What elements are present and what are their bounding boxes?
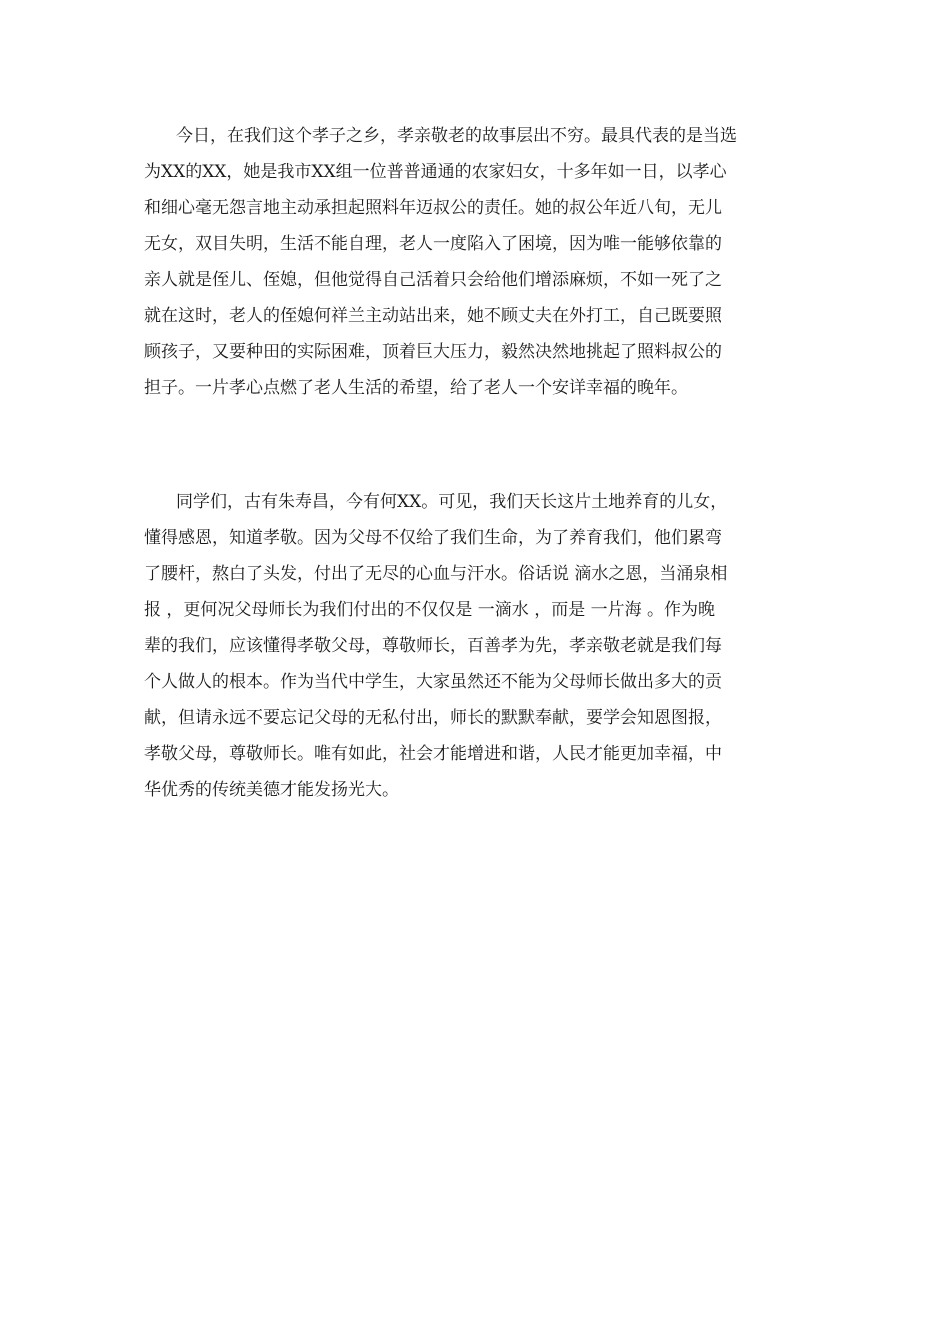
- paragraph-conclusion: [144, 484, 810, 808]
- paragraph-line: 顾孩子，又要种田的实际困难，顶着巨大压力，毅然决然地挑起了照料叔公的: [144, 342, 722, 362]
- paragraph-line: 了腰杆，熬白了头发，付出了无尽的心血与汗水。俗话说 滴水之恩，当涌泉相: [144, 564, 728, 584]
- paragraph-line: 同学们，古有朱寿昌，今有何XX。可见，我们天长这片土地养育的儿女，: [176, 492, 728, 512]
- paragraph-line: 献，但请永远不要忘记父母的无私付出，师长的默默奉献，要学会知恩图报，: [144, 708, 722, 728]
- paragraph-line: 今日，在我们这个孝子之乡，孝亲敬老的故事层出不穷。最具代表的是当选: [176, 126, 737, 146]
- paragraph-line: 孝敬父母，尊敬师长。唯有如此，社会才能增进和谐，人民才能更加幸福，中: [144, 744, 722, 764]
- paragraph-line: 为XX的XX，她是我市XX组一位普普通通的农家妇女，十多年如一日，以孝心: [144, 162, 727, 182]
- paragraph-line: 报 ，更何况父母师长为我们付出的不仅仅是 一滴水 ，而是 一片海 。作为晚: [144, 600, 716, 620]
- paragraph-line: 懂得感恩，知道孝敬。因为父母不仅给了我们生命，为了养育我们，他们累弯: [144, 528, 722, 548]
- paragraph-line: 担子。一片孝心点燃了老人生活的希望，给了老人一个安详幸福的晚年。: [144, 378, 688, 398]
- paragraph-line: 就在这时，老人的侄媳何祥兰主动站出来，她不顾丈夫在外打工，自己既要照: [144, 306, 722, 326]
- paragraph-line: 个人做人的根本。作为当代中学生，大家虽然还不能为父母师长做出多大的贡: [144, 672, 722, 692]
- paragraph-line: 华优秀的传统美德才能发扬光大。: [144, 780, 399, 800]
- paragraph-line: 无女，双目失明，生活不能自理，老人一度陷入了困境，因为唯一能够依靠的: [144, 234, 722, 254]
- paragraph-line: 和细心毫无怨言地主动承担起照料年迈叔公的责任。她的叔公年近八旬，无儿: [144, 198, 722, 218]
- paragraph-line: 辈的我们，应该懂得孝敬父母，尊敬师长，百善孝为先，孝亲敬老就是我们每: [144, 636, 722, 656]
- paragraph-filial-story: [144, 118, 810, 406]
- paragraph-line: 亲人就是侄儿、侄媳，但他觉得自己活着只会给他们增添麻烦，不如一死了之: [144, 270, 722, 290]
